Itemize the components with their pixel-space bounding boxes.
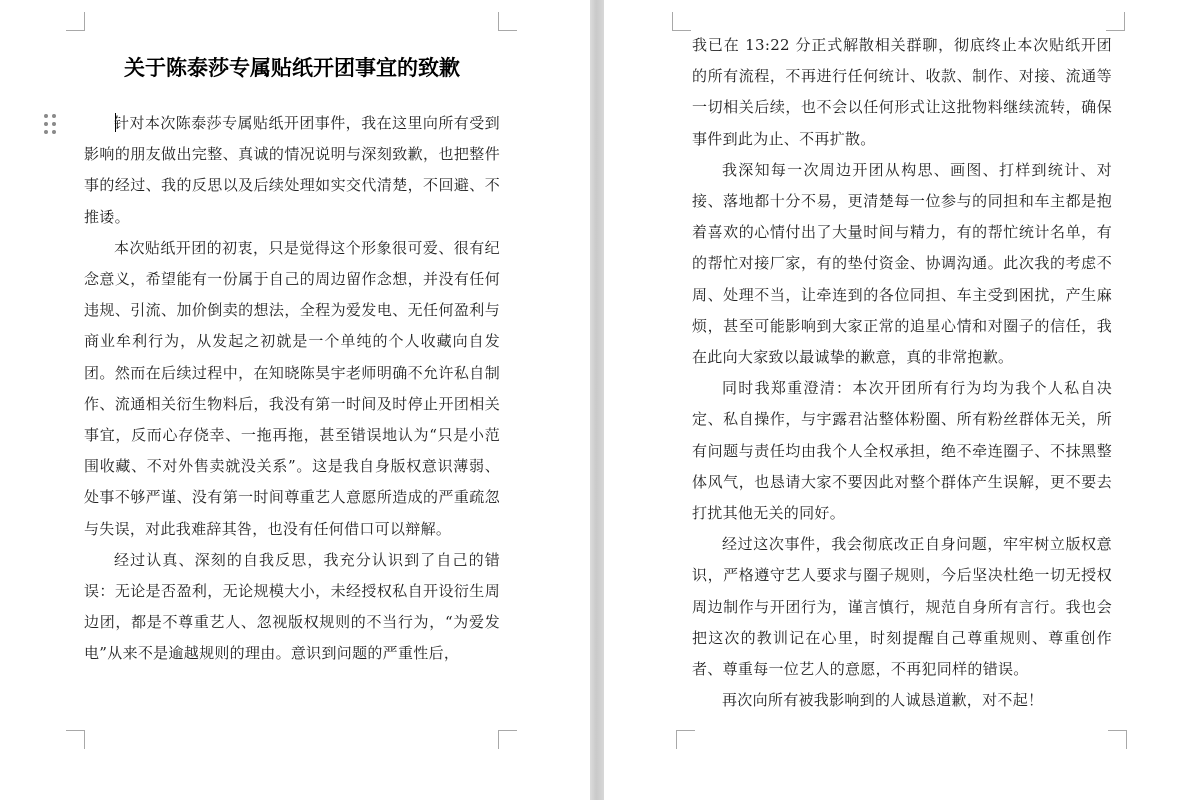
- paragraph-7[interactable]: 再次向所有被我影响到的人诚恳道歉，对不起！: [722, 691, 1044, 710]
- paragraph-3[interactable]: 经过认真、深刻的自我反思，我充分认识到了自己的错误：无论是否盈利，无论规模大小，未经授权私自开设衍生周边团，都是不尊重艺人、忽视版权规则的不当行为，“为爱发电”从来不是逾越规则的理由。意识到问题的严重性后，: [84, 550, 500, 663]
- crop-mark-top-left: [672, 12, 691, 31]
- page-1[interactable]: [0, 0, 590, 800]
- crop-mark-bottom-right: [498, 730, 517, 749]
- document-title[interactable]: 关于陈泰莎专属贴纸开团事宜的致歉: [124, 55, 460, 80]
- paragraph-6[interactable]: 经过这次事件，我会彻底改正自身问题，牢牢树立版权意识，严格遵守艺人要求与圈子规则，今后坚决杜绝一切无授权周边制作与开团行为，谨言慎行，规范自身所有言行。我也会把这次的教训记在心里，时刻提醒自己尊重规则、尊重创作者、尊重每一位艺人的意愿，不再犯同样的错误。: [692, 535, 1112, 679]
- paragraph-1[interactable]: 针对本次陈泰莎专属贴纸开团事件，我在这里向所有受到影响的朋友做出完整、真诚的情况说明与深刻致歉，也把整件事的经过、我的反思以及后续处理如实交代清楚，不回避、不推诿。: [84, 114, 500, 226]
- page-2[interactable]: [604, 0, 1194, 800]
- page-gutter: [590, 0, 604, 800]
- paragraph-5[interactable]: 同时我郑重澄清：本次开团所有行为均为我个人私自决定、私自操作，与宇露君沾整体粉圈、所有粉丝群体无关，所有问题与责任均由我个人全权承担，绝不牵连圈子、不抹黑整体风气，也恳请大家不要因此对整个群体产生误解，更不要去打扰其他无关的同好。: [692, 379, 1112, 523]
- crop-mark-top-right: [1106, 12, 1125, 31]
- crop-mark-bottom-left: [676, 730, 695, 749]
- crop-mark-top-right: [498, 12, 517, 31]
- page-2-body[interactable]: [692, 30, 1112, 716]
- paragraph-drag-handle-icon[interactable]: [44, 114, 56, 136]
- paragraph-2[interactable]: 本次贴纸开团的初衷，只是觉得这个形象很可爱、很有纪念意义，希望能有一份属于自己的周边留作念想，并没有任何违规、引流、加价倒卖的想法，全程为爱发电、无任何盈利与商业牟利行为，从发起之初就是一个单纯的个人收藏向自发团。然而在后续过程中，在知晓陈昊宇老师明确不允许私自制作、流通相关衍生物料后，我没有第一时间及时停止开团相关事宜，反而心存侥幸、一拖再拖，甚至错误地认为“只是小范围收藏、不对外售卖就没关系”。这是我自身版权意识薄弱、处事不够严谨、没有第一时间尊重艺人意愿所造成的严重疏忽与失误，对此我难辞其咎，也没有任何借口可以辩解。: [84, 238, 500, 538]
- paragraph-4[interactable]: 我深知每一次周边开团从构思、画图、打样到统计、对接、落地都十分不易，更清楚每一位参与的同担和车主都是抱着喜欢的心情付出了大量时间与精力，有的帮忙统计名单，有的帮忙对接厂家，有的垫付资金、协调沟通。此次我的考虑不周、处理不当，让牵连到的各位同担、车主受到困扰，产生麻烦，甚至可能影响到大家正常的追星心情和对圈子的信任，我在此向大家致以最诚挚的歉意，真的非常抱歉。: [692, 160, 1112, 367]
- page-1-body[interactable]: [84, 108, 500, 670]
- crop-mark-bottom-left: [66, 730, 85, 749]
- crop-mark-top-left: [66, 12, 85, 31]
- crop-mark-bottom-right: [1108, 730, 1127, 749]
- paragraph-3-continued[interactable]: 我已在 13:22 分正式解散相关群聊，彻底终止本次贴纸开团的所有流程，不再进行任何统计、收款、制作、对接、流通等一切相关后续，也不会以任何形式让这批物料继续流转，确保事件到此为止、不再扩散。: [692, 36, 1112, 148]
